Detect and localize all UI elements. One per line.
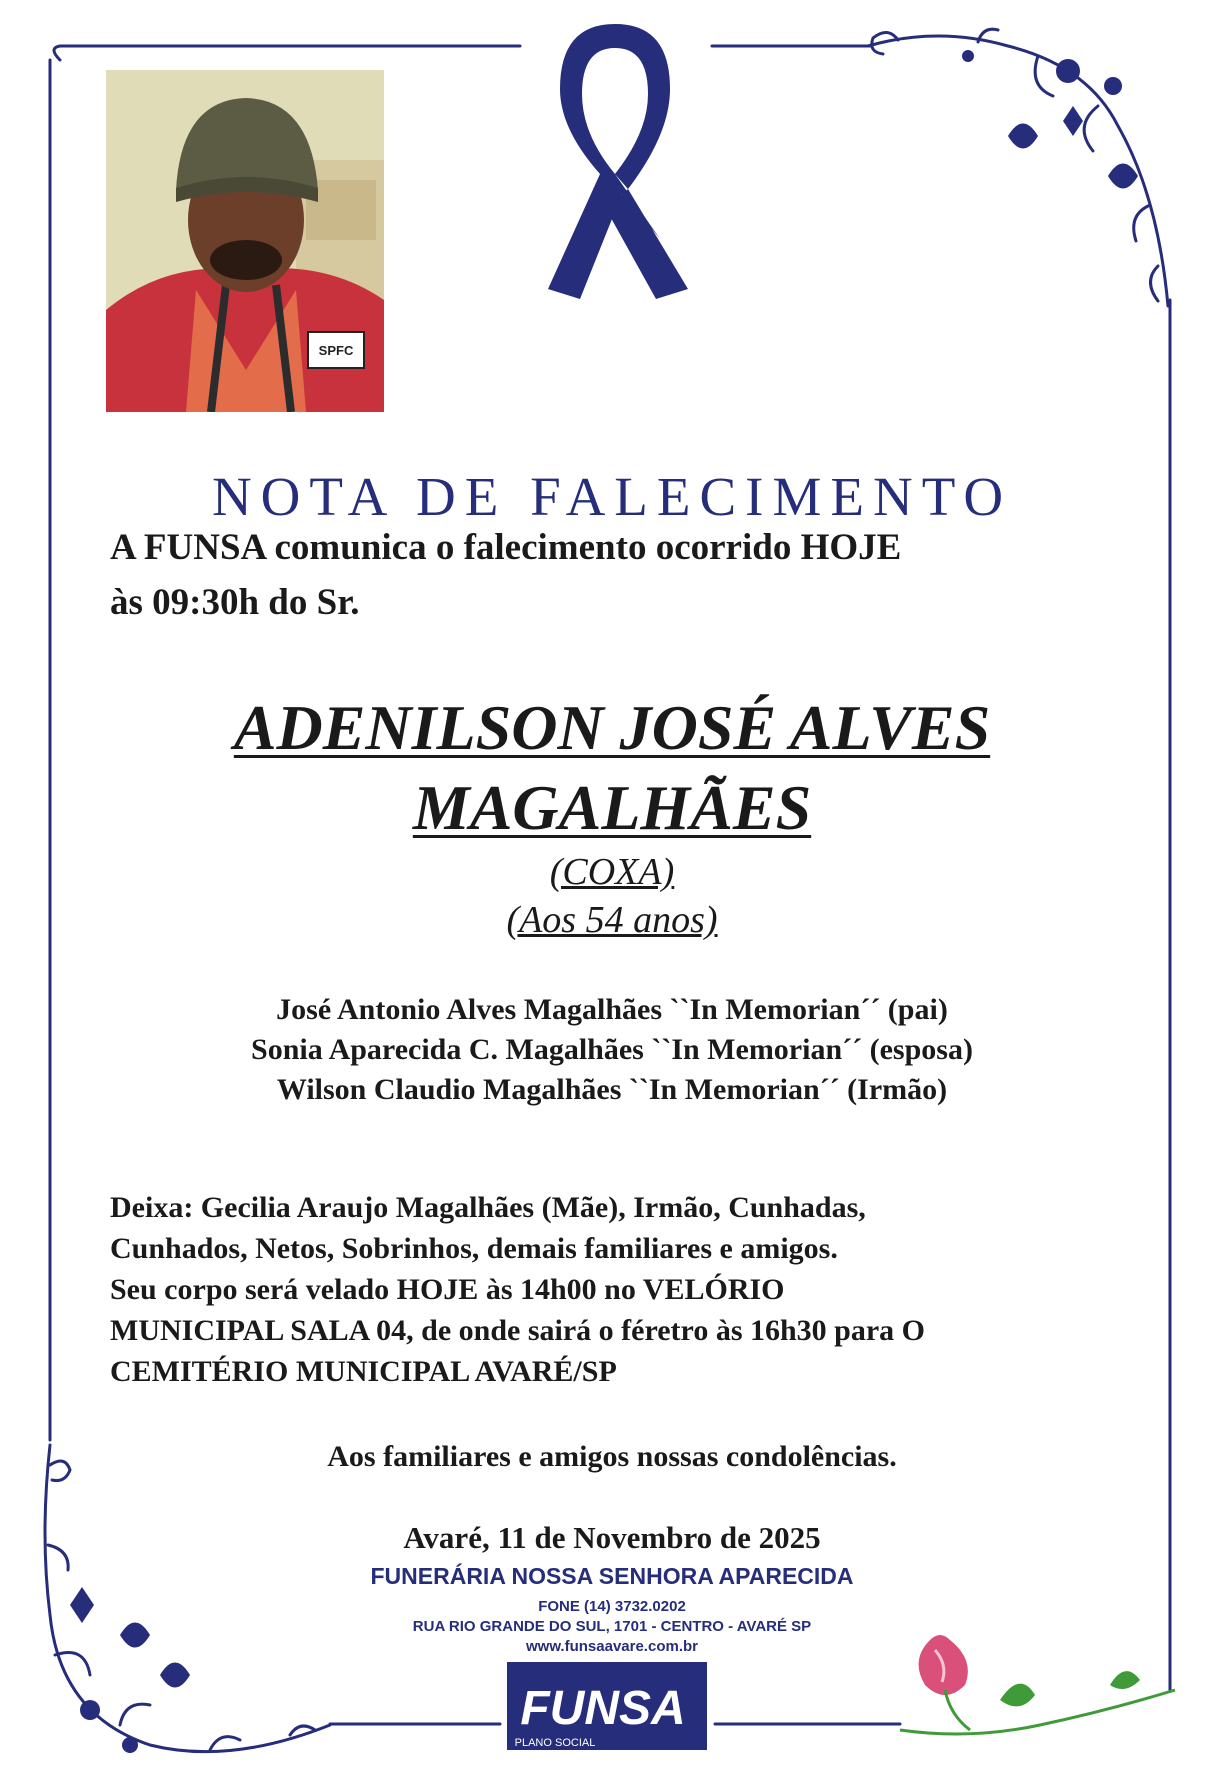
family-line: José Antonio Alves Magalhães ``In Memorian´´ (pai)	[276, 993, 948, 1026]
intro-line-1: A FUNSA comunica o falecimento ocorrido HOJE	[110, 527, 902, 568]
logo-tagline: PLANO SOCIAL	[514, 1737, 596, 1749]
company-address: RUA RIO GRANDE DO SUL, 1701 - CENTRO - AVARÉ SP	[412, 1618, 812, 1635]
family-line: Sonia Aparecida C. Magalhães ``In Memorian´´ (esposa)	[251, 1033, 973, 1066]
body-line: MUNICIPAL SALA 04, de onde sairá o féretro às 16h30 para O	[110, 1314, 926, 1347]
company-phone: FONE (14) 3732.0202	[538, 1598, 686, 1615]
body-line: Cunhados, Netos, Sobrinhos, demais familiares e amigos.	[110, 1232, 838, 1265]
name-line-1: ADENILSON JOSÉ ALVES	[233, 692, 991, 763]
shirt-badge-text: SPFC	[318, 343, 354, 358]
service-details	[110, 1187, 1085, 1392]
body-line: CEMITÉRIO MUNICIPAL AVARÉ/SP	[110, 1355, 617, 1388]
announcement-intro	[110, 520, 1120, 630]
awareness-ribbon-icon	[520, 14, 710, 304]
body-line: Seu corpo será velado HOJE às 14h00 no VELÓRIO	[110, 1273, 785, 1306]
family-in-memoriam	[0, 990, 1224, 1110]
name-line-2: MAGALHÃES	[412, 772, 812, 843]
age: (Aos 54 anos)	[506, 899, 718, 941]
deceased-name	[0, 688, 1224, 848]
page-title: NOTA DE FALECIMENTO	[211, 465, 1013, 527]
funsa-logo	[507, 1662, 707, 1757]
company-website[interactable]: www.funsaavare.com.br	[525, 1638, 698, 1655]
company-name: FUNERÁRIA NOSSA SENHORA APARECIDA	[370, 1563, 854, 1589]
date-line: Avaré, 11 de Novembro de 2025	[403, 1520, 821, 1555]
intro-line-2: às 09:30h do Sr.	[110, 582, 360, 623]
body-line: Deixa: Gecilia Araujo Magalhães (Mãe), Irmão, Cunhadas,	[110, 1191, 866, 1224]
nickname: (COXA)	[549, 851, 675, 893]
floral-corner-ornament	[858, 16, 1178, 336]
family-line: Wilson Claudio Magalhães ``In Memorian´´ (Irmão)	[276, 1073, 948, 1106]
deceased-photo	[106, 70, 384, 412]
logo-brand: FUNSA	[520, 1682, 686, 1735]
condolences: Aos familiares e amigos nossas condolências.	[327, 1440, 897, 1473]
